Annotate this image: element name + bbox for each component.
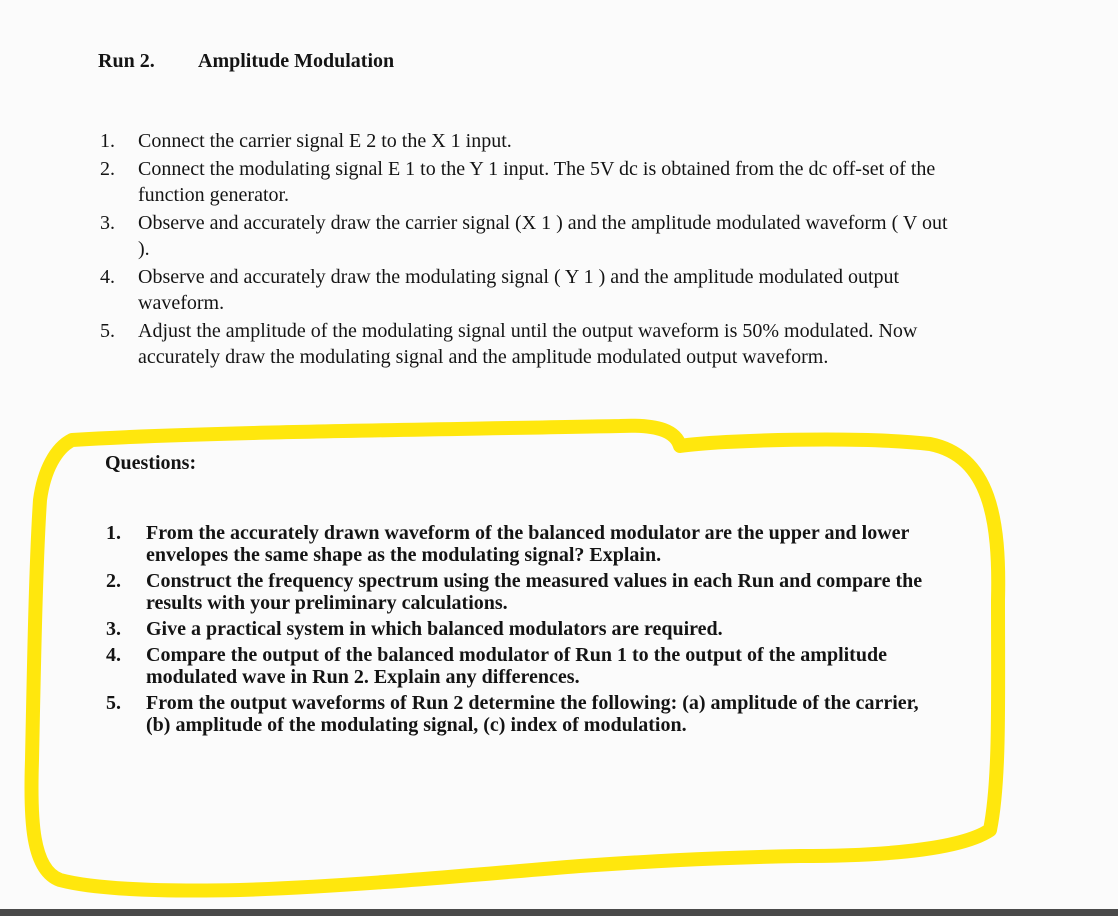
section-header — [98, 50, 394, 73]
list-item — [100, 264, 960, 316]
step-text: Adjust the amplitude of the modulating signal until the output waveform is 50% modulated. Now accurately draw the modulating signal and the amplitude modulated output waveform. — [138, 320, 918, 368]
list-item — [106, 692, 946, 736]
question-number: 2. — [106, 570, 121, 592]
run-label: Run 2. — [98, 50, 155, 72]
question-number: 5. — [106, 692, 121, 714]
questions-heading: Questions: — [105, 452, 197, 474]
list-item — [106, 618, 946, 640]
step-number: 5. — [100, 320, 115, 342]
step-number: 1. — [100, 130, 115, 152]
list-item — [106, 570, 946, 614]
procedure-steps — [100, 128, 960, 372]
question-number: 4. — [106, 644, 121, 666]
step-number: 2. — [100, 158, 115, 180]
questions-list — [106, 522, 946, 740]
question-text: Construct the frequency spectrum using the measured values in each Run and compare the results with your preliminary calculations. — [146, 570, 923, 614]
scan-edge-divider — [0, 909, 1118, 916]
step-number: 4. — [100, 266, 115, 288]
step-text: Connect the modulating signal E 1 to the Y 1 input. The 5V dc is obtained from the dc off-set of the function generator. — [138, 158, 936, 206]
question-text: From the output waveforms of Run 2 determine the following: (a) amplitude of the carrier, (b) amplitude of the modulating signal, (c) index of modulation. — [146, 692, 919, 736]
question-number: 1. — [106, 522, 121, 544]
list-item — [100, 128, 960, 154]
list-item — [106, 644, 946, 688]
step-number: 3. — [100, 212, 115, 234]
list-item — [100, 156, 960, 208]
question-number: 3. — [106, 618, 121, 640]
step-text: Observe and accurately draw the carrier signal (X 1 ) and the amplitude modulated waveform ( V out ). — [138, 212, 948, 260]
question-text: Compare the output of the balanced modulator of Run 1 to the output of the amplitude modulated wave in Run 2. Explain any differences. — [146, 644, 887, 688]
step-text: Connect the carrier signal E 2 to the X 1 input. — [138, 130, 512, 152]
list-item — [106, 522, 946, 566]
section-title: Amplitude Modulation — [198, 50, 395, 72]
list-item — [100, 210, 960, 262]
question-text: From the accurately drawn waveform of the balanced modulator are the upper and lower envelopes the same shape as the modulating signal? Explain. — [146, 522, 910, 566]
question-text: Give a practical system in which balanced modulators are required. — [146, 618, 723, 640]
list-item — [100, 318, 960, 370]
step-text: Observe and accurately draw the modulating signal ( Y 1 ) and the amplitude modulated output waveform. — [138, 266, 900, 314]
